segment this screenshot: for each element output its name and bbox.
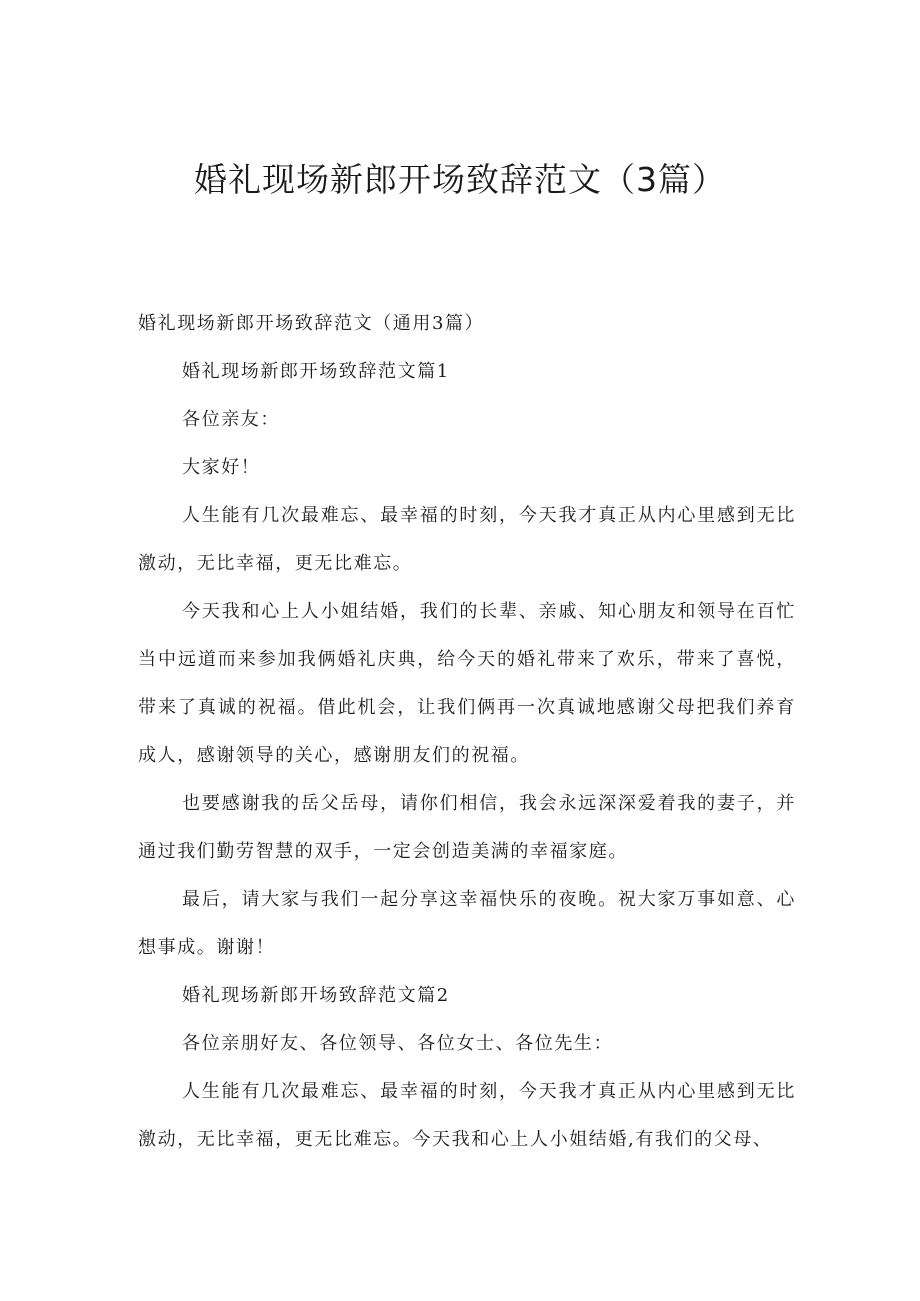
salutation-paragraph: 各位亲朋好友、各位领导、各位女士、各位先生：: [182, 1033, 614, 1054]
subtitle-paragraph: 婚礼现场新郎开场致辞范文（通用3篇）: [138, 313, 485, 334]
body-paragraph: 也要感谢我的岳父岳母，请你们相信，我会永远深深爱着我的妻子，并通过我们勤劳智慧的双手，一定会创造美满的幸福家庭。: [138, 793, 796, 862]
section-heading-2: 婚礼现场新郎开场致辞范文篇2: [182, 985, 450, 1006]
section-heading-1: 婚礼现场新郎开场致辞范文篇1: [182, 361, 450, 382]
body-paragraph: 人生能有几次最难忘、最幸福的时刻，今天我才真正从内心里感到无比激动，无比幸福，更无比难忘。今天我和心上人小姐结婚,有我们的父母、: [138, 1081, 796, 1150]
body-paragraph: 今天我和心上人小姐结婚，我们的长辈、亲戚、知心朋友和领导在百忙当中远道而来参加我俩婚礼庆典，给今天的婚礼带来了欢乐，带来了喜悦，带来了真诚的祝福。借此机会，让我们俩再一次真诚地感谢父母把我们养育成人，感谢领导的关心，感谢朋友们的祝福。: [138, 601, 796, 766]
salutation-paragraph: 各位亲友：: [182, 409, 280, 430]
document-body: [138, 300, 796, 1164]
greeting-paragraph: 大家好！: [182, 457, 261, 478]
body-paragraph: 人生能有几次最难忘、最幸福的时刻，今天我才真正从内心里感到无比激动，无比幸福，更无比难忘。: [138, 505, 796, 574]
body-paragraph: 最后，请大家与我们一起分享这幸福快乐的夜晚。祝大家万事如意、心想事成。谢谢！: [138, 889, 796, 958]
document-title: 婚礼现场新郎开场致辞范文（3篇）: [194, 160, 726, 199]
